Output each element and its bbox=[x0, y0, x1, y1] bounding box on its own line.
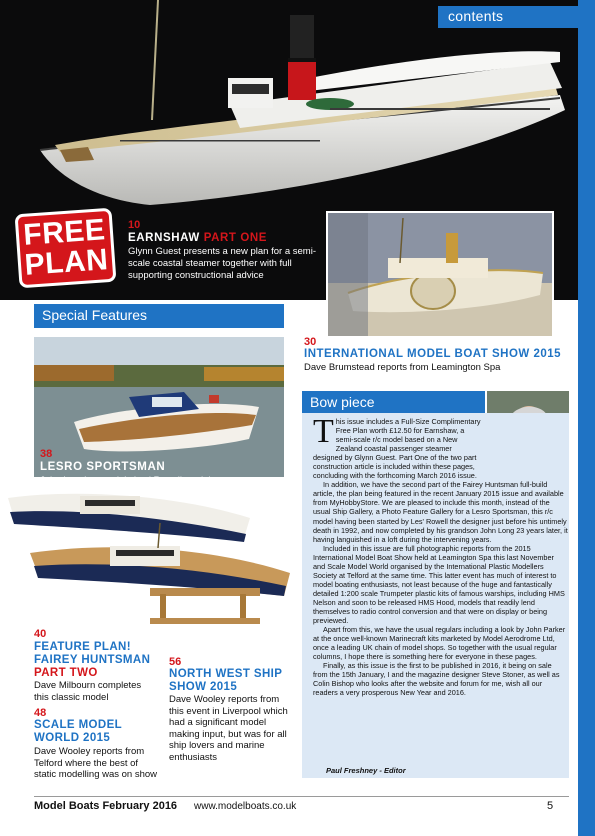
drop-cap: T bbox=[313, 413, 334, 450]
bow-piece-paragraph-4: Apart from this, we have the usual regulars including a look by John Parker at the once well-known Marinecraft kits marketed by Model Aerodrome Ltd, once a leading UK chain of model shops. So together with the usual regular columns, I hope there is something here for everyone in these pages. bbox=[313, 625, 566, 662]
northwest-title-line2: SHOW 2015 bbox=[169, 681, 238, 693]
northwest-description: Dave Wooley reports from this event in Liverpool which had a significant model making input, but was for all ship lovers and marine enthusiasts bbox=[169, 694, 288, 763]
earnshaw-page-number[interactable]: 10 bbox=[128, 219, 141, 231]
imbs-title[interactable]: INTERNATIONAL MODEL BOAT SHOW 2015 bbox=[304, 348, 562, 360]
northwest-page-number[interactable]: 56 bbox=[169, 656, 182, 668]
smw-title[interactable] bbox=[34, 719, 164, 745]
smw-page-number[interactable]: 48 bbox=[34, 707, 47, 719]
free-plan-line2: PLAN bbox=[23, 243, 110, 282]
signature-name: Paul Freshney bbox=[326, 766, 378, 775]
contents-tab[interactable] bbox=[438, 6, 595, 28]
footer-website-link[interactable]: www.modelboats.co.uk bbox=[194, 801, 297, 812]
bow-piece-paragraph-1: This issue includes a Full-Size Complimentary Free Plan worth £12.50 for Earnshaw, a semi-scale r/c model based on a New Zealand coastal passenger steamer designed by Glynn Guest. Part One of the two part construction article is included within these pages, concluding with the forthcoming March 2016 issue. bbox=[313, 413, 481, 481]
footer-page-number: 5 bbox=[547, 800, 554, 812]
imbs-page-number[interactable]: 30 bbox=[304, 336, 317, 348]
special-features-header bbox=[34, 304, 284, 328]
smw-title-line2: WORLD 2015 bbox=[34, 732, 111, 744]
bow-piece-paragraph-2: In addition, we have the second part of the Fairey Huntsman full-build article, the plan being featured in the recent January 2015 issue and available from MyHobbyStore. We are pleased to include this month, instead of the usual Ship Gallery, a Photo Feature Gallery for a Lesro Sportsman, this r/c model having been started by Les' Rowell the designer just before his untimely death in 1992, and now completed by his grandson John Long 23 years later, it having languished in a loft during the intervening years. bbox=[313, 480, 568, 544]
earnshaw-title-main: EARNSHAW bbox=[128, 232, 204, 244]
fairey-title-line1: FEATURE PLAN! bbox=[34, 641, 131, 653]
signature-role: - Editor bbox=[377, 766, 406, 775]
bow-piece-header bbox=[302, 391, 485, 413]
fairey-title[interactable] bbox=[34, 641, 164, 680]
footer-rule bbox=[34, 796, 569, 797]
lesro-page-number[interactable]: 38 bbox=[40, 448, 53, 460]
right-edge-stripe bbox=[578, 0, 595, 836]
bow-piece-label: Bow piece bbox=[310, 394, 375, 410]
free-plan-badge bbox=[15, 208, 117, 289]
special-features-label: Special Features bbox=[42, 307, 148, 323]
fairey-huntsman-photo bbox=[0, 478, 302, 626]
imbs-description: Dave Brumstead reports from Leamington Spa bbox=[304, 362, 501, 373]
smw-title-line1: SCALE MODEL bbox=[34, 719, 123, 731]
free-plan-line1: FREE bbox=[22, 213, 107, 252]
earnshaw-description: Glynn Guest presents a new plan for a semi-scale coastal steamer together with full supporting constructional advice bbox=[128, 246, 316, 281]
lesro-description: John Long's nostalgic Les' Rowell model bbox=[40, 475, 211, 486]
northwest-title-line1: NORTH WEST SHIP bbox=[169, 668, 283, 680]
fairey-page-number[interactable]: 40 bbox=[34, 628, 47, 640]
bow-piece-paragraph-5: Finally, as this issue is the first to be published in 2016, it being on sale from the 15th January, I and the magazine designer Steve Stoner, as well as Colin Bishop who looks after the website and forum for me, wish all our readers a very prosperous New Year and 2016. bbox=[313, 661, 560, 698]
northwest-title[interactable] bbox=[169, 668, 299, 694]
footer-magazine-issue: Model Boats February 2016 bbox=[34, 800, 178, 812]
lesro-sportsman-photo bbox=[34, 337, 284, 477]
bow-piece-body bbox=[313, 413, 568, 698]
earnshaw-title[interactable] bbox=[128, 232, 267, 244]
fairey-description: Dave Milbourn completes this classic model bbox=[34, 680, 142, 703]
fairey-title-line3: PART TWO bbox=[34, 667, 98, 679]
fairey-title-line2: FAIREY HUNTSMAN bbox=[34, 654, 151, 666]
bow-piece-paragraph-3: Included in this issue are full photographic reports from the 2015 International Model Boat Show held at Leamington Spa this last November and Scale Model World organised by the International Plastic Modellers Society at Telford at the same time. This latter event has much of interest to model boating enthusiasts, not least because of the huge and fantastically detailed 1:200 scale Trumpeter plastic kits of famous warships, including HMS Nelson and soon to be released HMS Hood, models that readily lend themselves to radio control conversion and that were on display or being previewed. bbox=[313, 543, 565, 626]
contents-label: contents bbox=[448, 8, 504, 24]
smw-description: Dave Wooley reports from Telford where the best of static modelling was on show bbox=[34, 746, 158, 780]
paddle-steamer-photo bbox=[326, 211, 554, 338]
editor-signature bbox=[326, 766, 406, 775]
earnshaw-title-accent: PART ONE bbox=[203, 232, 268, 244]
lesro-title[interactable]: LESRO SPORTSMAN bbox=[40, 461, 166, 473]
